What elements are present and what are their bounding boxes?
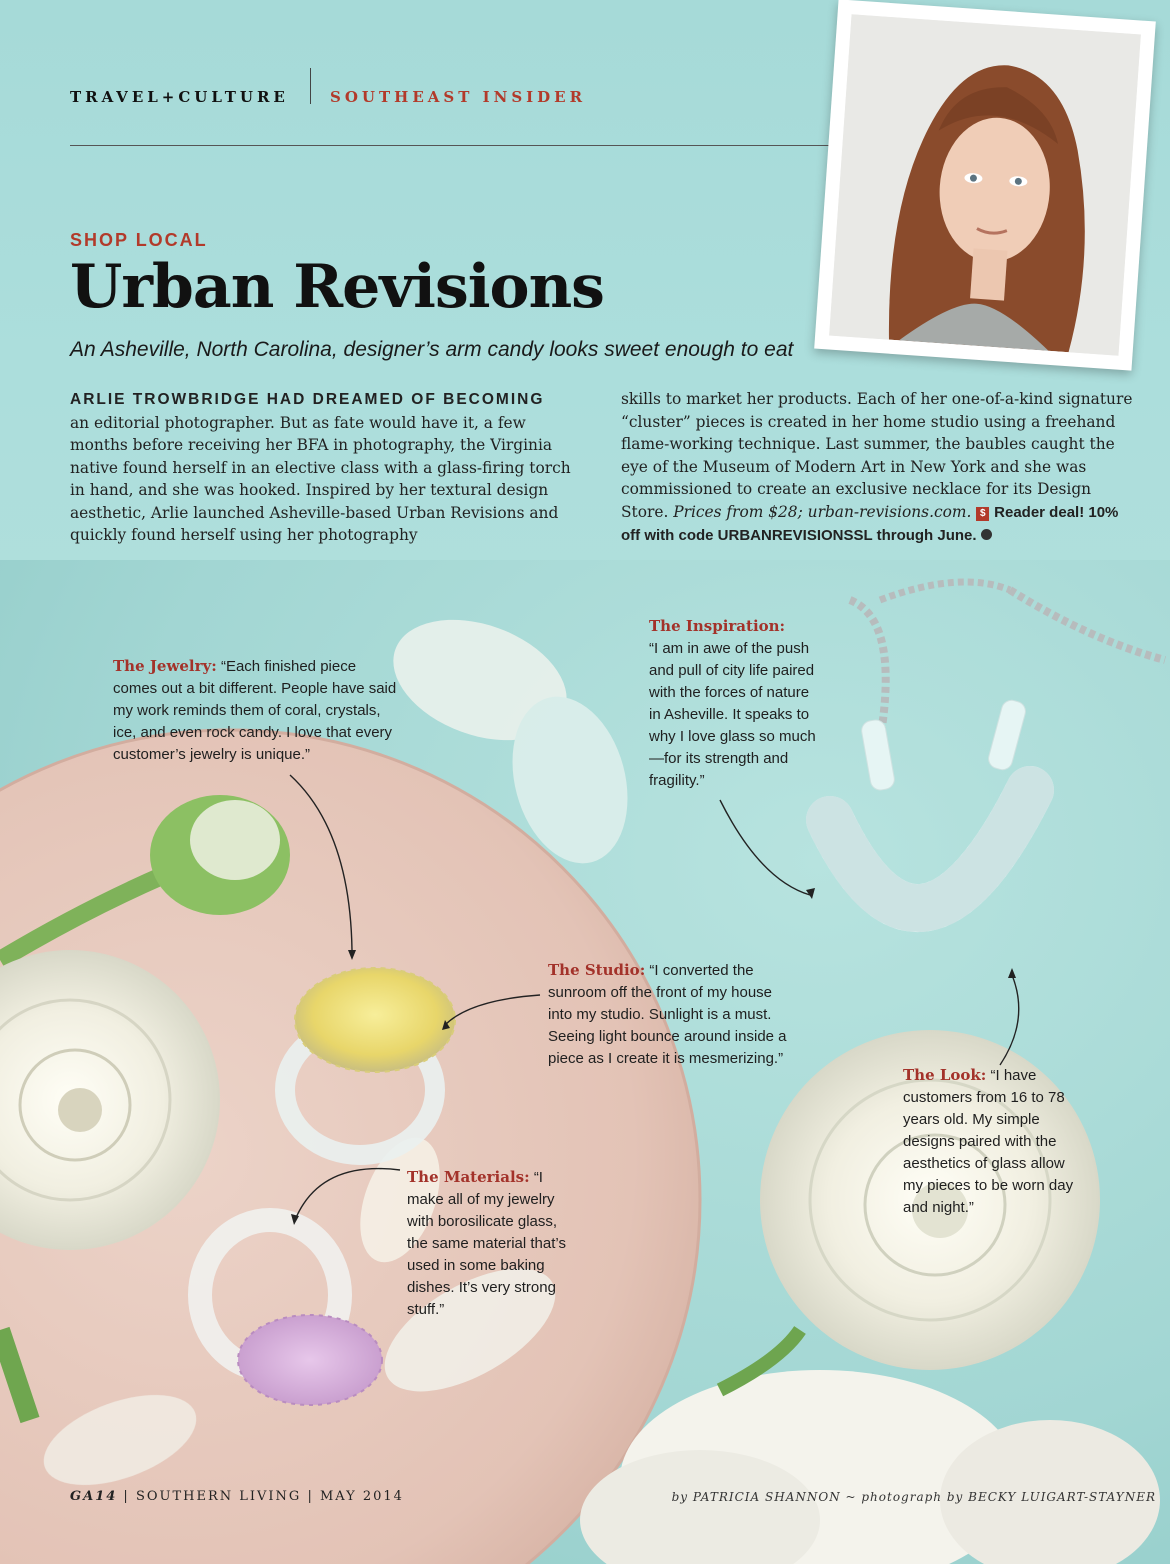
subsection-label: SOUTHEAST INSIDER: [330, 88, 587, 106]
callout-look: [903, 1064, 1075, 1219]
section-label: TRAVEL+CULTURE: [70, 88, 289, 106]
article-dek: An Asheville, North Carolina, designer’s arm candy looks sweet enough to eat: [70, 338, 794, 361]
folio-separator: |: [307, 1489, 320, 1504]
callout-label: The Look:: [903, 1066, 987, 1084]
callout-label: The Materials:: [407, 1168, 530, 1186]
callout-text: “I have customers from 16 to 78 years old. My simple designs paired with the aesthetics of glass allow my pieces to be worn day and night.”: [903, 1067, 1074, 1216]
designer-portrait: [814, 0, 1156, 371]
header-rule: [70, 145, 830, 146]
callout-text: “I make all of my jewelry with borosilicate glass, the same material that’s used in some baking dishes. It’s very strong stuff.”: [407, 1169, 566, 1318]
glass-necklace: [830, 582, 1165, 908]
callout-inspiration: [649, 615, 819, 792]
portrait-illustration: [829, 14, 1141, 355]
callout-text: “Each finished piece comes out a bit different. People have said my work reminds them of coral, crystals, ice, and even rock candy. I love that every customer’s jewelry is unique.”: [113, 658, 397, 763]
dollar-icon: $: [976, 507, 989, 521]
body-column-1: [70, 388, 582, 547]
price-info: Prices from $28; urban-revisions.com.: [673, 502, 972, 521]
callout-label: The Studio:: [548, 961, 646, 979]
callout-materials: [407, 1166, 572, 1321]
folio-separator: |: [123, 1489, 136, 1504]
page-number: GA14: [70, 1489, 118, 1504]
photo-credits: by PATRICIA SHANNON ~ photograph by BECKY LUIGART-STAYNER: [671, 1490, 1156, 1504]
callout-text: “I am in awe of the push and pull of city life paired with the forces of nature in Asheville. It speaks to why I love glass so much—for its strength and fragility.”: [649, 640, 816, 789]
issue-date: MAY 2014: [319, 1489, 404, 1504]
lead-in: ARLIE TROWBRIDGE HAD DREAMED OF BECOMING: [70, 391, 545, 408]
body-text-1: an editorial photographer. But as fate would have it, a few months before receiving her BFA in photography, the Virginia native found herself in an elective class with a glass-firing torch in hand, and she was hooked. Inspired by her textural design aesthetic, Arlie launched Asheville-based Urban Revisions and quickly found herself using her photography: [70, 413, 571, 544]
footer-folio: [70, 1489, 404, 1504]
article-title: Urban Revisions: [70, 252, 604, 322]
header-divider: [310, 68, 311, 104]
kicker: SHOP LOCAL: [70, 230, 208, 250]
reader-deal: Reader deal! 10% off with code URBANREVISIONSSL through June.: [621, 503, 1119, 544]
end-mark-icon: [981, 529, 992, 540]
magazine-name: SOUTHERN LIVING: [135, 1489, 302, 1504]
callout-label: The Inspiration:: [649, 617, 786, 635]
callout-text: “I converted the sunroom off the front of my house into my studio. Sunlight is a must. Seeing light bounce around inside a piece as I create it is mesmerizing.”: [548, 962, 787, 1067]
body-text-2: skills to market her products. Each of her one-of-a-kind signature “cluster” pieces is created in her home studio using a freehand flame-working technique. Last summer, the baubles caught the eye of the Museum of Modern Art in New York and she was commissioned to create an exclusive necklace for its Design Store.: [621, 390, 1133, 521]
body-column-2: [621, 388, 1141, 548]
callout-label: The Jewelry:: [113, 657, 217, 675]
callout-jewelry: [113, 655, 398, 766]
callout-studio: [548, 959, 798, 1070]
